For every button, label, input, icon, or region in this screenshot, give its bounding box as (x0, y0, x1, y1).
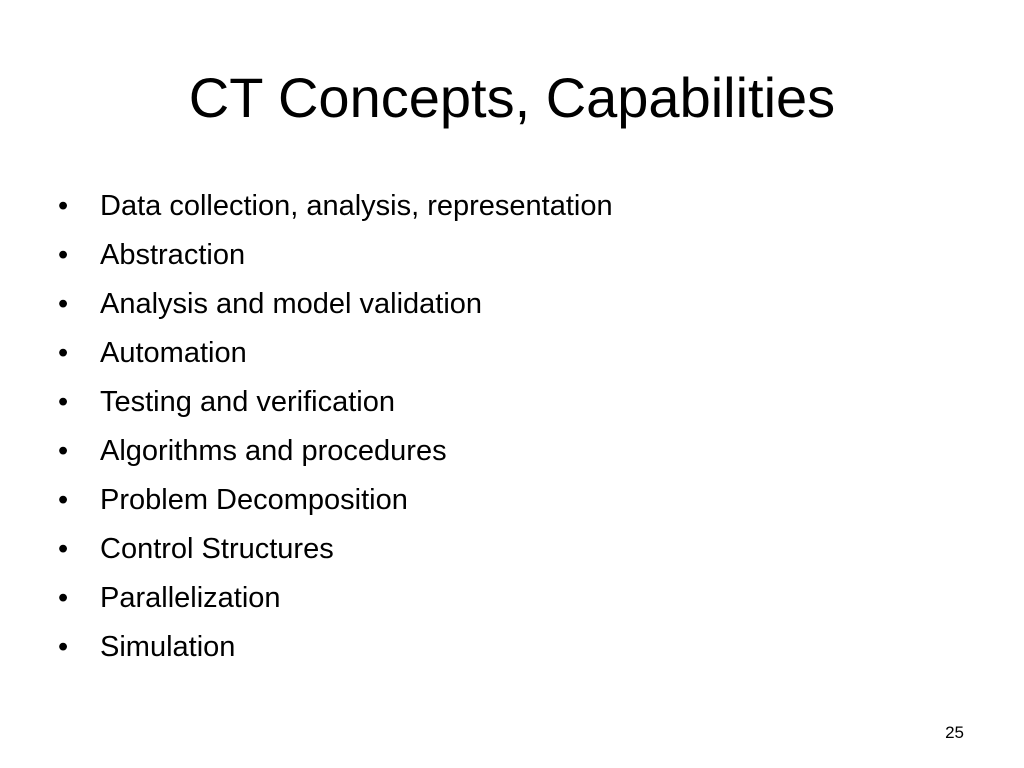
bullet-icon: • (58, 533, 69, 565)
bullet-text: Testing and verification (100, 386, 395, 418)
bullet-text: Abstraction (100, 239, 246, 271)
bullet-item (58, 280, 613, 329)
bullet-icon: • (58, 288, 69, 320)
bullet-icon: • (58, 582, 69, 614)
bullet-item (58, 623, 613, 672)
bullet-item (58, 427, 613, 476)
bullet-item (58, 525, 613, 574)
bullet-text: Simulation (100, 631, 236, 663)
bullet-icon: • (58, 386, 69, 418)
bullet-text: Parallelization (100, 582, 281, 614)
bullet-item (58, 378, 613, 427)
bullet-icon: • (58, 435, 69, 467)
bullet-icon: • (58, 337, 69, 369)
bullet-item (58, 476, 613, 525)
bullet-icon: • (58, 239, 69, 271)
slide-number: 25 (945, 723, 964, 742)
bullet-text: Problem Decomposition (100, 484, 408, 516)
bullet-item (58, 329, 613, 378)
bullet-item (58, 574, 613, 623)
bullet-icon: • (58, 484, 69, 516)
bullet-item (58, 231, 613, 280)
bullet-icon: • (58, 190, 69, 222)
bullet-text: Analysis and model validation (100, 288, 483, 320)
bullet-text: Control Structures (100, 533, 334, 565)
bullet-text: Automation (100, 337, 247, 369)
bullet-text: Data collection, analysis, representation (100, 190, 613, 222)
bullet-icon: • (58, 631, 69, 663)
bullet-item (58, 182, 613, 231)
bullet-list (58, 182, 613, 672)
slide-title: CT Concepts, Capabilities (188, 66, 836, 129)
bullet-text: Algorithms and procedures (100, 435, 447, 467)
